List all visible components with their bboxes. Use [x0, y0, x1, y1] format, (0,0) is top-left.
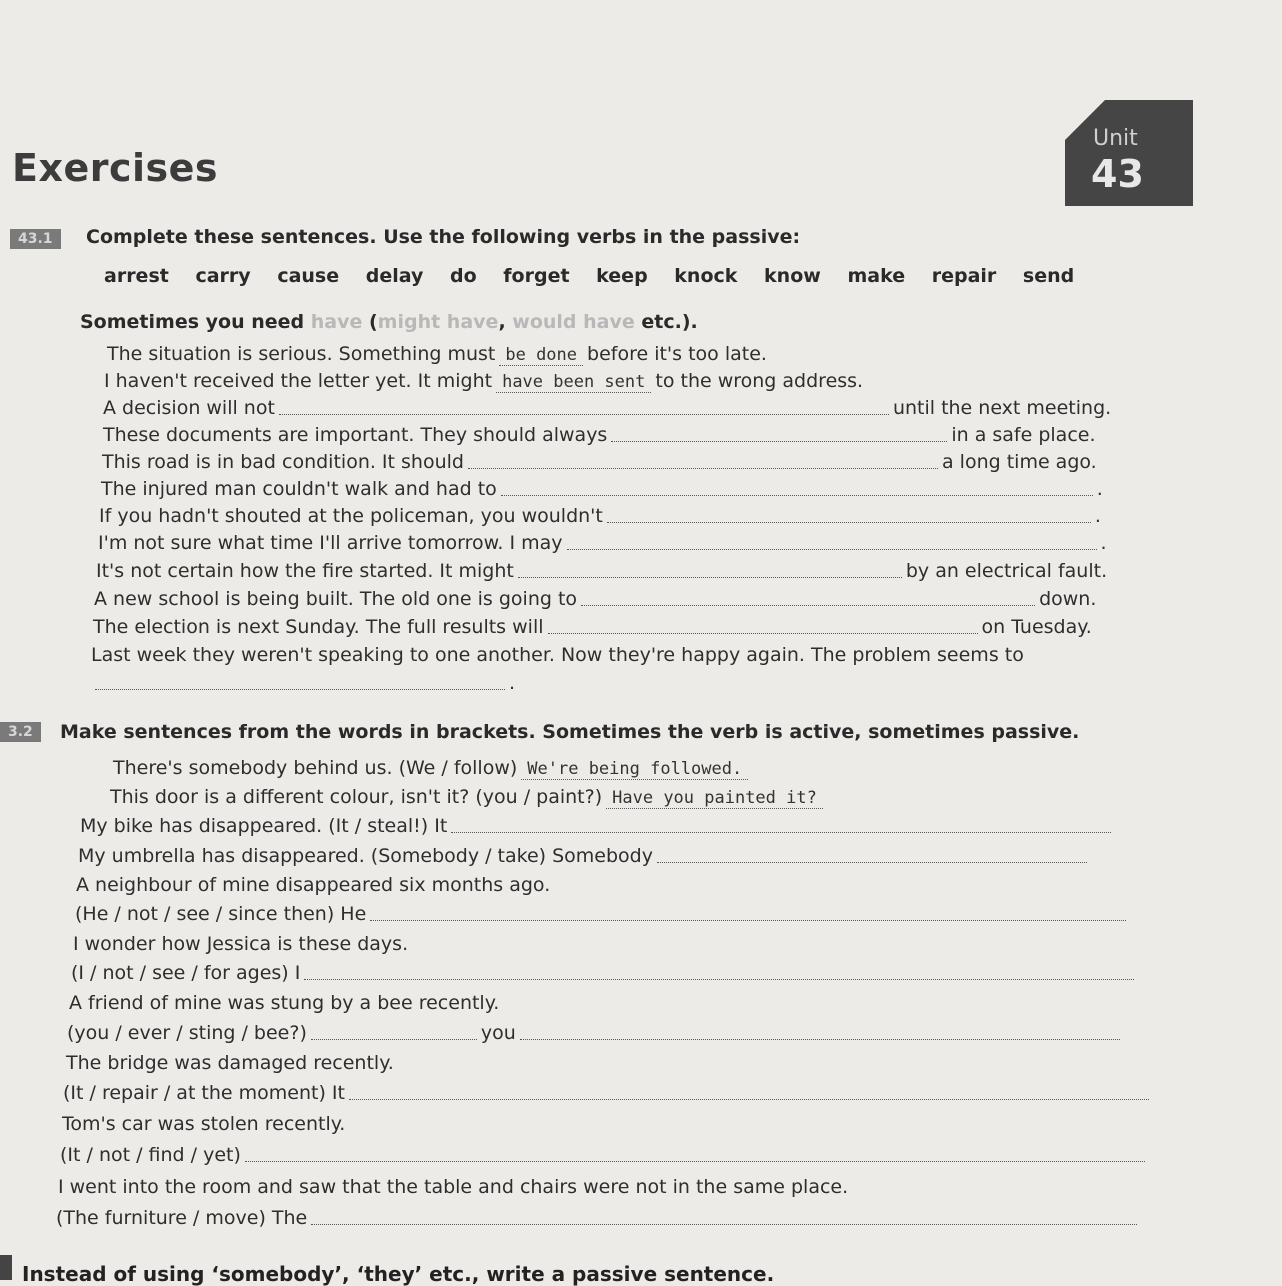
unit-label: Unit — [1093, 126, 1138, 151]
verb: arrest — [104, 265, 169, 287]
verb: send — [1022, 265, 1075, 287]
ex2-item: I wonder how Jessica is these days. — [73, 933, 409, 955]
answer-blank[interactable] — [548, 632, 978, 634]
ex1-item: Last week they weren't speaking to one another. Now they're happy again. The problem seems to — [91, 644, 1024, 666]
ex1-item: This road is in bad condition. It should a long time ago. — [102, 451, 1097, 473]
ex2-item: The bridge was damaged recently. — [66, 1052, 394, 1074]
ex2-item: (It / not / find / yet) — [60, 1144, 1149, 1166]
exercise-1-note: Sometimes you need have (might have, would have etc.). — [80, 311, 698, 333]
exercise-2-title: Make sentences from the words in brackets. Sometimes the verb is active, sometimes passive. — [60, 721, 1080, 743]
answer-blank[interactable] — [518, 576, 902, 578]
ex2-item: (It / repair / at the moment) It — [63, 1082, 1153, 1104]
answer-blank[interactable] — [95, 688, 505, 690]
exercise-2-number: 3.2 — [0, 722, 41, 742]
answer-blank[interactable] — [501, 494, 1093, 496]
ex2-item: A neighbour of mine disappeared six months ago. — [76, 874, 551, 896]
answer-blank[interactable] — [581, 604, 1035, 606]
ex2-item: This door is a different colour, isn't it? (you / paint?) Have you painted it? — [110, 786, 827, 809]
answer-blank[interactable] — [304, 978, 1134, 980]
answer-blank[interactable] — [468, 467, 938, 469]
answer-field[interactable]: Have you painted it? — [606, 788, 823, 809]
verb: do — [450, 265, 477, 287]
answer-blank[interactable] — [451, 831, 1111, 833]
ex2-item: I went into the room and saw that the table and chairs were not in the same place. — [58, 1176, 849, 1198]
ex2-item: There's somebody behind us. (We / follow) We're being followed. — [113, 757, 752, 780]
ex1-item: The election is next Sunday. The full results will on Tuesday. — [93, 616, 1092, 638]
ex2-item: (I / not / see / for ages) I — [71, 962, 1138, 984]
answer-blank[interactable] — [657, 861, 1087, 863]
verb: delay — [365, 265, 424, 287]
ex2-item: My umbrella has disappeared. (Somebody / take) Somebody — [78, 845, 1091, 867]
ex1-item-continuation: . — [91, 672, 515, 694]
ex2-item: My bike has disappeared. (It / steal!) It — [80, 815, 1115, 837]
answer-blank[interactable] — [279, 413, 889, 415]
ex2-item: (The furniture / move) The — [56, 1207, 1141, 1229]
ex2-item: (you / ever / sting / bee?) you — [67, 1022, 1124, 1044]
verb: make — [847, 265, 906, 287]
verb: carry — [195, 265, 251, 287]
exercise-3-marker — [0, 1255, 12, 1280]
ex1-item: If you hadn't shouted at the policeman, you wouldn't . — [99, 505, 1101, 527]
unit-number: 43 — [1091, 152, 1144, 196]
verb: knock — [674, 265, 738, 287]
answer-blank[interactable] — [611, 440, 947, 442]
unit-badge — [1065, 100, 1193, 206]
verb-list — [104, 265, 1094, 287]
answer-blank[interactable] — [520, 1038, 1120, 1040]
answer-blank[interactable] — [607, 521, 1091, 523]
exercise-1-title: Complete these sentences. Use the following verbs in the passive: — [86, 226, 801, 248]
answer-blank[interactable] — [245, 1160, 1145, 1162]
ex1-item: A decision will not until the next meeting. — [103, 397, 1112, 419]
verb: know — [764, 265, 821, 287]
ex1-item: These documents are important. They should always in a safe place. — [103, 424, 1096, 446]
ex2-item: Tom's car was stolen recently. — [62, 1113, 346, 1135]
ex1-item: I haven't received the letter yet. It might have been sent to the wrong address. — [104, 370, 864, 392]
ex2-item: (He / not / see / since then) He — [75, 903, 1130, 925]
ex1-item: A new school is being built. The old one is going to down. — [94, 588, 1097, 610]
answer-blank[interactable] — [349, 1098, 1149, 1100]
verb: repair — [931, 265, 997, 287]
answer-blank[interactable] — [311, 1038, 477, 1040]
answer-blank[interactable] — [311, 1223, 1137, 1225]
answer-field[interactable]: We're being followed. — [521, 759, 748, 780]
ex1-item: The injured man couldn't walk and had to . — [101, 478, 1103, 500]
answer-field[interactable]: have been sent — [496, 372, 651, 393]
verb: forget — [503, 265, 570, 287]
page-title: Exercises — [12, 146, 219, 190]
answer-blank[interactable] — [370, 919, 1126, 921]
exercise-3-title: Instead of using ‘somebody’, ‘they’ etc., write a passive sentence. — [22, 1262, 775, 1286]
ex2-item: A friend of mine was stung by a bee recently. — [69, 992, 500, 1014]
ex1-item: I'm not sure what time I'll arrive tomorrow. I may . — [98, 532, 1107, 554]
answer-field[interactable]: be done — [499, 345, 583, 366]
verb: cause — [277, 265, 340, 287]
ex1-item: The situation is serious. Something must be done before it's too late. — [107, 343, 767, 365]
answer-blank[interactable] — [567, 548, 1097, 550]
verb: keep — [596, 265, 648, 287]
exercise-1-number: 43.1 — [10, 229, 61, 249]
ex1-item: It's not certain how the fire started. It might by an electrical fault. — [96, 560, 1108, 582]
